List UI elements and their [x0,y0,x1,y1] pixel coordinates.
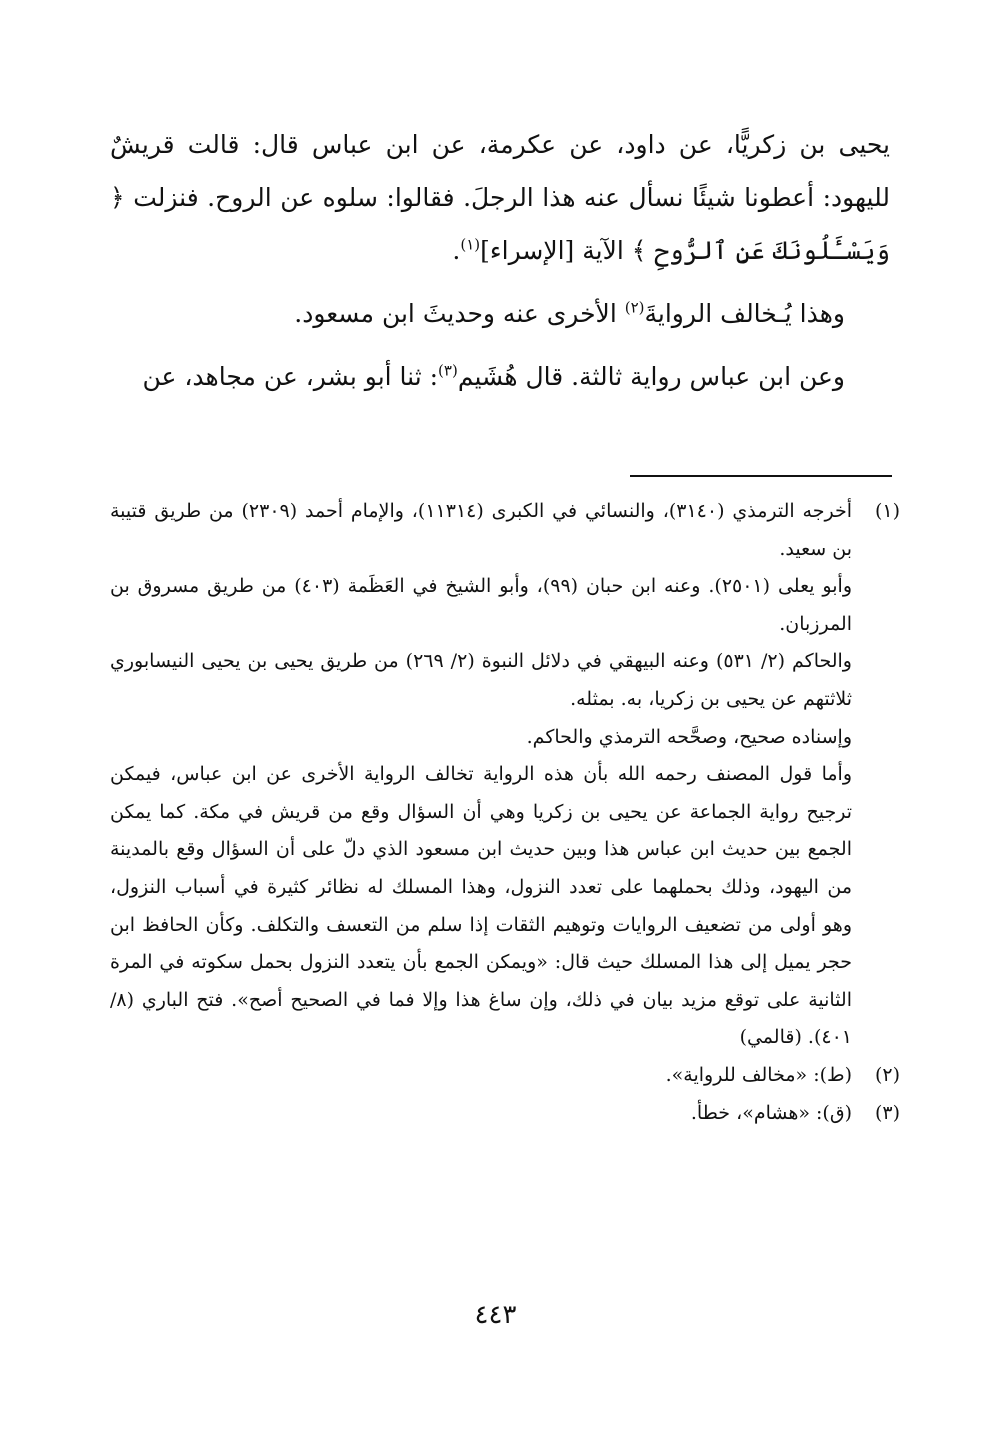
footnote-1-line-2: وأبو يعلى (٢٥٠١). وعنه ابن حبان (٩٩)، وأبو الشيخ في العَظَمة (٤٠٣) من طريق مسروق بن المرزبان. [110,575,852,635]
main-paragraph-2-text-b: الأخرى عنه وحديثَ ابن مسعود. [294,299,617,328]
main-paragraph-2-text-a: وهذا يُـخالف الروايةَ [644,299,845,328]
footnote-separator [630,475,892,477]
footnote-1-line-5: وأما قول المصنف رحمه الله بأن هذه الرواية تخالف الرواية الأخرى عن ابن عباس، فيمكن ترجيح رواية الجماعة عن يحيى بن زكريا وهي أن السؤال وقع من قريش في مكة. كما يمكن الجمع بين حديث ابن عباس هذا وبين حديث ابن مسعود الذي دلّ على أن السؤال وقع بالمدينة من اليهود، وذلك بحملهما على تعدد النزول، وهذا المسلك له نظائر كثيرة في أسباب النزول، وهو أولى من تضعيف الروايات وتوهيم الثقات إذا سلم من التعسف والتكلف. وكأن الحافظ ابن حجر يميل إلى هذا المسلك حيث قال: «ويمكن الجمع بأن يتعدد النزول بحمل سكوته في المرة الثانية على توقع مزيد بيان في ذلك، وإن ساغ هذا وإلا فما في الصحيح أصح». فتح الباري (٨/ ٤٠١). (قالمي) [110,763,852,1049]
main-paragraph-3-text-a: وعن ابن عباس رواية ثالثة. قال هُشَيم [457,362,845,391]
main-paragraph-2 [110,287,890,340]
footnote-2-body: (ط): «مخالف للرواية». [665,1063,852,1086]
footnote-1-line-1: أخرجه الترمذي (٣١٤٠)، والنسائي في الكبرى (١١٣١٤)، والإمام أحمد (٢٣٠٩) من طريق قتيبة بن سعيد. [110,500,852,560]
footnote-1-body [110,493,852,1057]
footnote-3-body: (ق): «هشام»، خطأ. [690,1101,852,1124]
quran-verse: ﴿ وَيَسْـَٔلُونَكَ عَنِ ٱلرُّوحِ ﴾ [110,183,890,265]
main-paragraph-1 [110,118,890,277]
main-paragraph-1-text: يحيى بن زكريًّا، عن داود، عن عكرمة، عن ابن عباس قال: قالت قريشٌ لليهود: أعطونا شيئًا نسأل عنه هذا الرجلَ. فقالوا: سلوه عن الروح. فنزلت [110,130,890,212]
footnote-ref-2[interactable]: (٢) [624,298,645,317]
footnote-ref-1[interactable]: (١) [460,235,481,254]
sentence-end: . [452,236,461,265]
footnote-2 [110,1057,900,1095]
page-number: ٤٤٣ [474,1300,517,1330]
footnote-2-number: (٢) [874,1063,900,1086]
main-paragraph-3-text-b: : ثنا أبو بشر، عن مجاهد، عن [142,362,439,391]
main-text-body [110,118,890,403]
footnote-1-number: (١) [874,500,900,522]
footnote-1-line-3: والحاكم (٢/ ٥٣١) وعنه البيهقي في دلائل النبوة (٢/ ٢٦٩) من طريق يحيى بن يحيى النيسابوري ثلاثتهم عن يحيى بن زكريا، به. بمثله. [110,650,852,710]
footnote-1-line-4: وإسناده صحيح، وصحَّحه الترمذي والحاكم. [526,725,852,748]
footnote-ref-3[interactable]: (٣) [438,361,458,380]
footnote-1 [110,493,900,1057]
footnote-3-number: (٣) [874,1101,900,1124]
footnotes-section [110,493,900,1132]
verse-reference: الآية [الإسراء] [480,236,624,265]
main-paragraph-3 [110,350,890,403]
footnote-3 [110,1095,900,1133]
